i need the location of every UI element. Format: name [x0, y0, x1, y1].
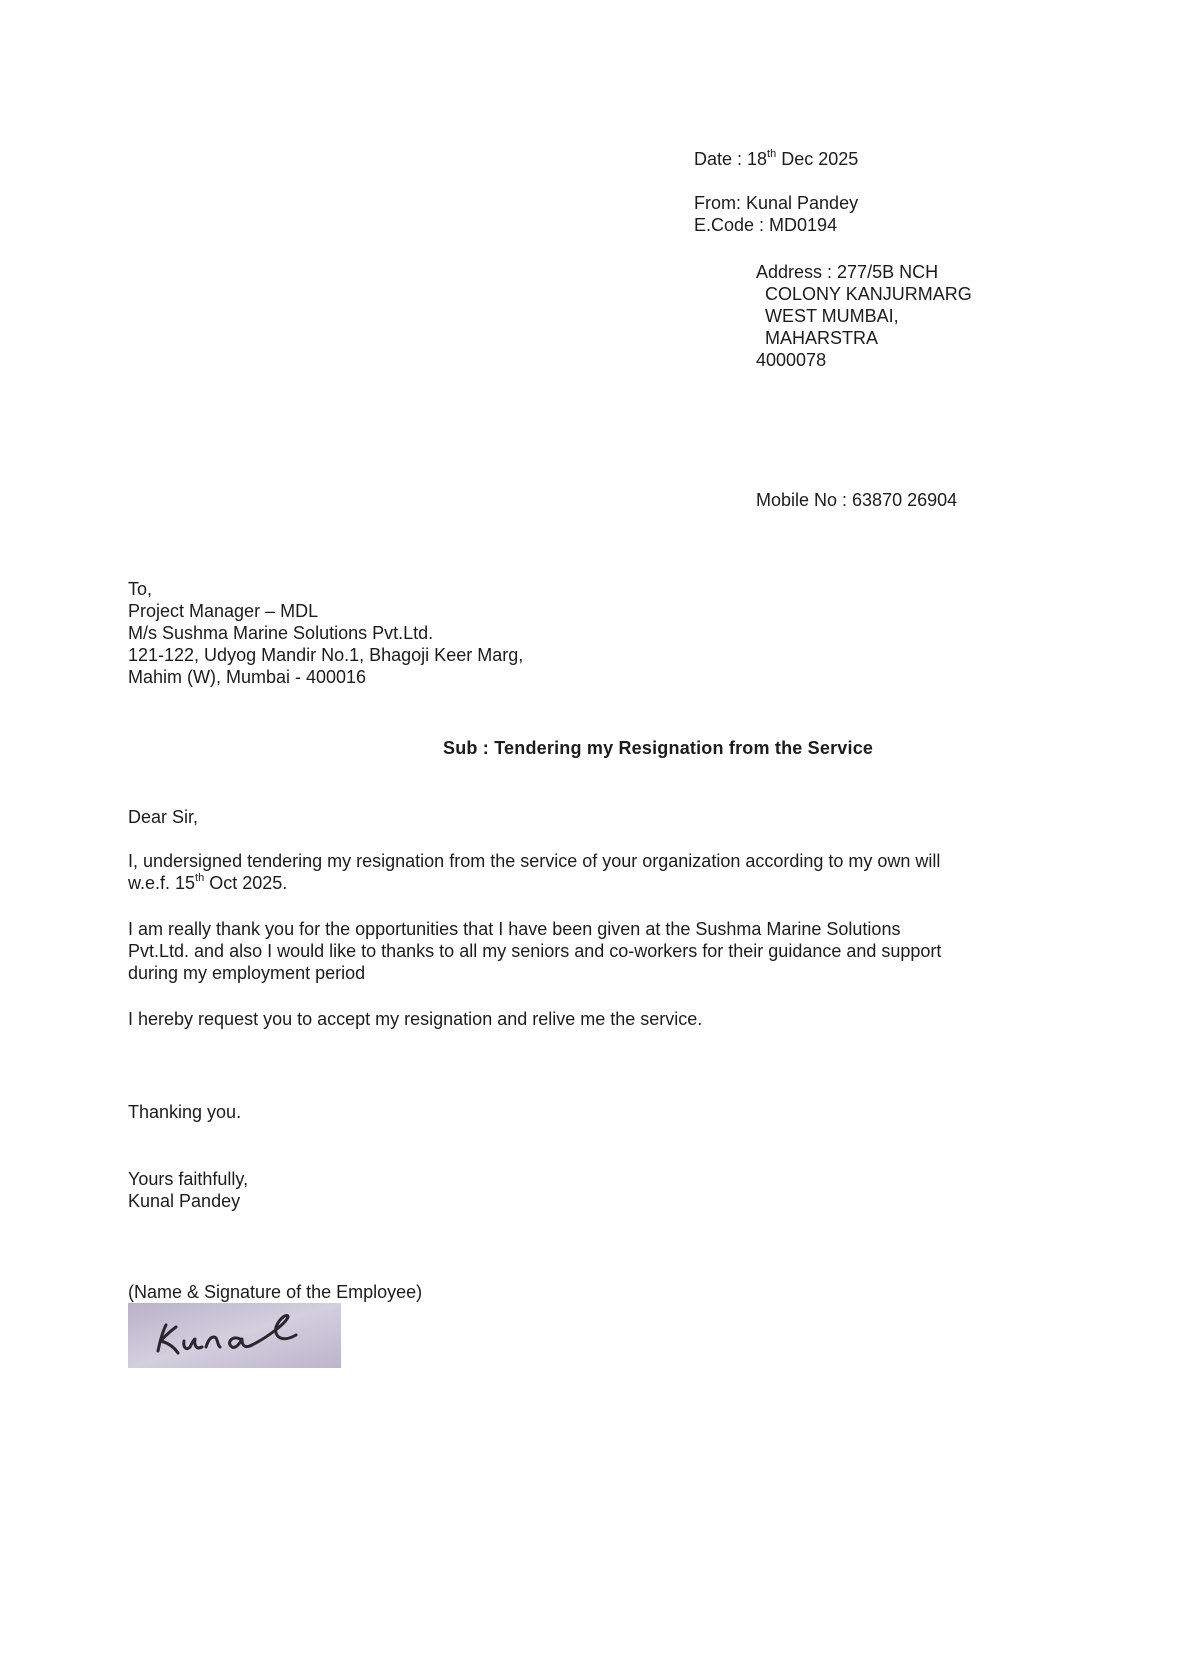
effective-date-ordinal: th: [195, 872, 205, 884]
closing-name: Kunal Pandey: [128, 1191, 241, 1211]
address-line: 4000078: [756, 350, 827, 370]
address-line: MAHARSTRA: [765, 328, 879, 348]
date-month-year: Dec 2025: [776, 149, 859, 169]
address-line: Address : 277/5B NCH: [756, 262, 939, 282]
effective-date-rest: Oct 2025.: [204, 873, 288, 893]
date-label: Date : 18: [694, 149, 768, 169]
effective-date-text: w.e.f. 15: [128, 873, 196, 893]
body-paragraph-1: [128, 850, 1048, 894]
recipient-block: [128, 578, 523, 688]
salutation: Dear Sir,: [128, 807, 199, 827]
signature-caption: (Name & Signature of the Employee): [128, 1282, 423, 1302]
paragraph-line: I am really thank you for the opportunities that I have been given at the Sushma Marine Solutions: [128, 919, 901, 939]
mobile-line: Mobile No : 63870 26904: [756, 490, 958, 510]
body-paragraph-2: [128, 918, 1048, 984]
body-paragraph-3: I hereby request you to accept my resignation and relive me the service.: [128, 1009, 703, 1029]
sender-block: [694, 148, 858, 236]
closing-line: Yours faithfully,: [128, 1169, 249, 1189]
thanks-line: Thanking you.: [128, 1102, 242, 1122]
ecode-line: E.Code : MD0194: [694, 215, 838, 235]
recipient-line: Project Manager – MDL: [128, 601, 319, 621]
address-line: WEST MUMBAI,: [765, 306, 899, 326]
recipient-line: Mahim (W), Mumbai - 400016: [128, 667, 367, 687]
recipient-line: M/s Sushma Marine Solutions Pvt.Ltd.: [128, 623, 434, 643]
closing-block: [128, 1168, 1048, 1212]
paragraph-line: [128, 872, 1048, 894]
date-line: [694, 148, 858, 170]
recipient-line: 121-122, Udyog Mandir No.1, Bhagoji Keer Marg,: [128, 645, 524, 665]
address-block: [756, 261, 972, 371]
signature-image: [128, 1303, 341, 1368]
recipient-line: To,: [128, 579, 153, 599]
paragraph-line: I, undersigned tendering my resignation from the service of your organization according to my own will: [128, 851, 941, 871]
paragraph-line: during my employment period: [128, 963, 366, 983]
address-line: COLONY KANJURMARG: [765, 284, 972, 304]
date-ordinal: th: [767, 148, 777, 160]
subject-line: Sub : Tendering my Resignation from the Service: [443, 738, 874, 758]
from-line: From: Kunal Pandey: [694, 193, 859, 213]
paragraph-line: Pvt.Ltd. and also I would like to thanks to all my seniors and co-workers for their guidance and support: [128, 941, 942, 961]
